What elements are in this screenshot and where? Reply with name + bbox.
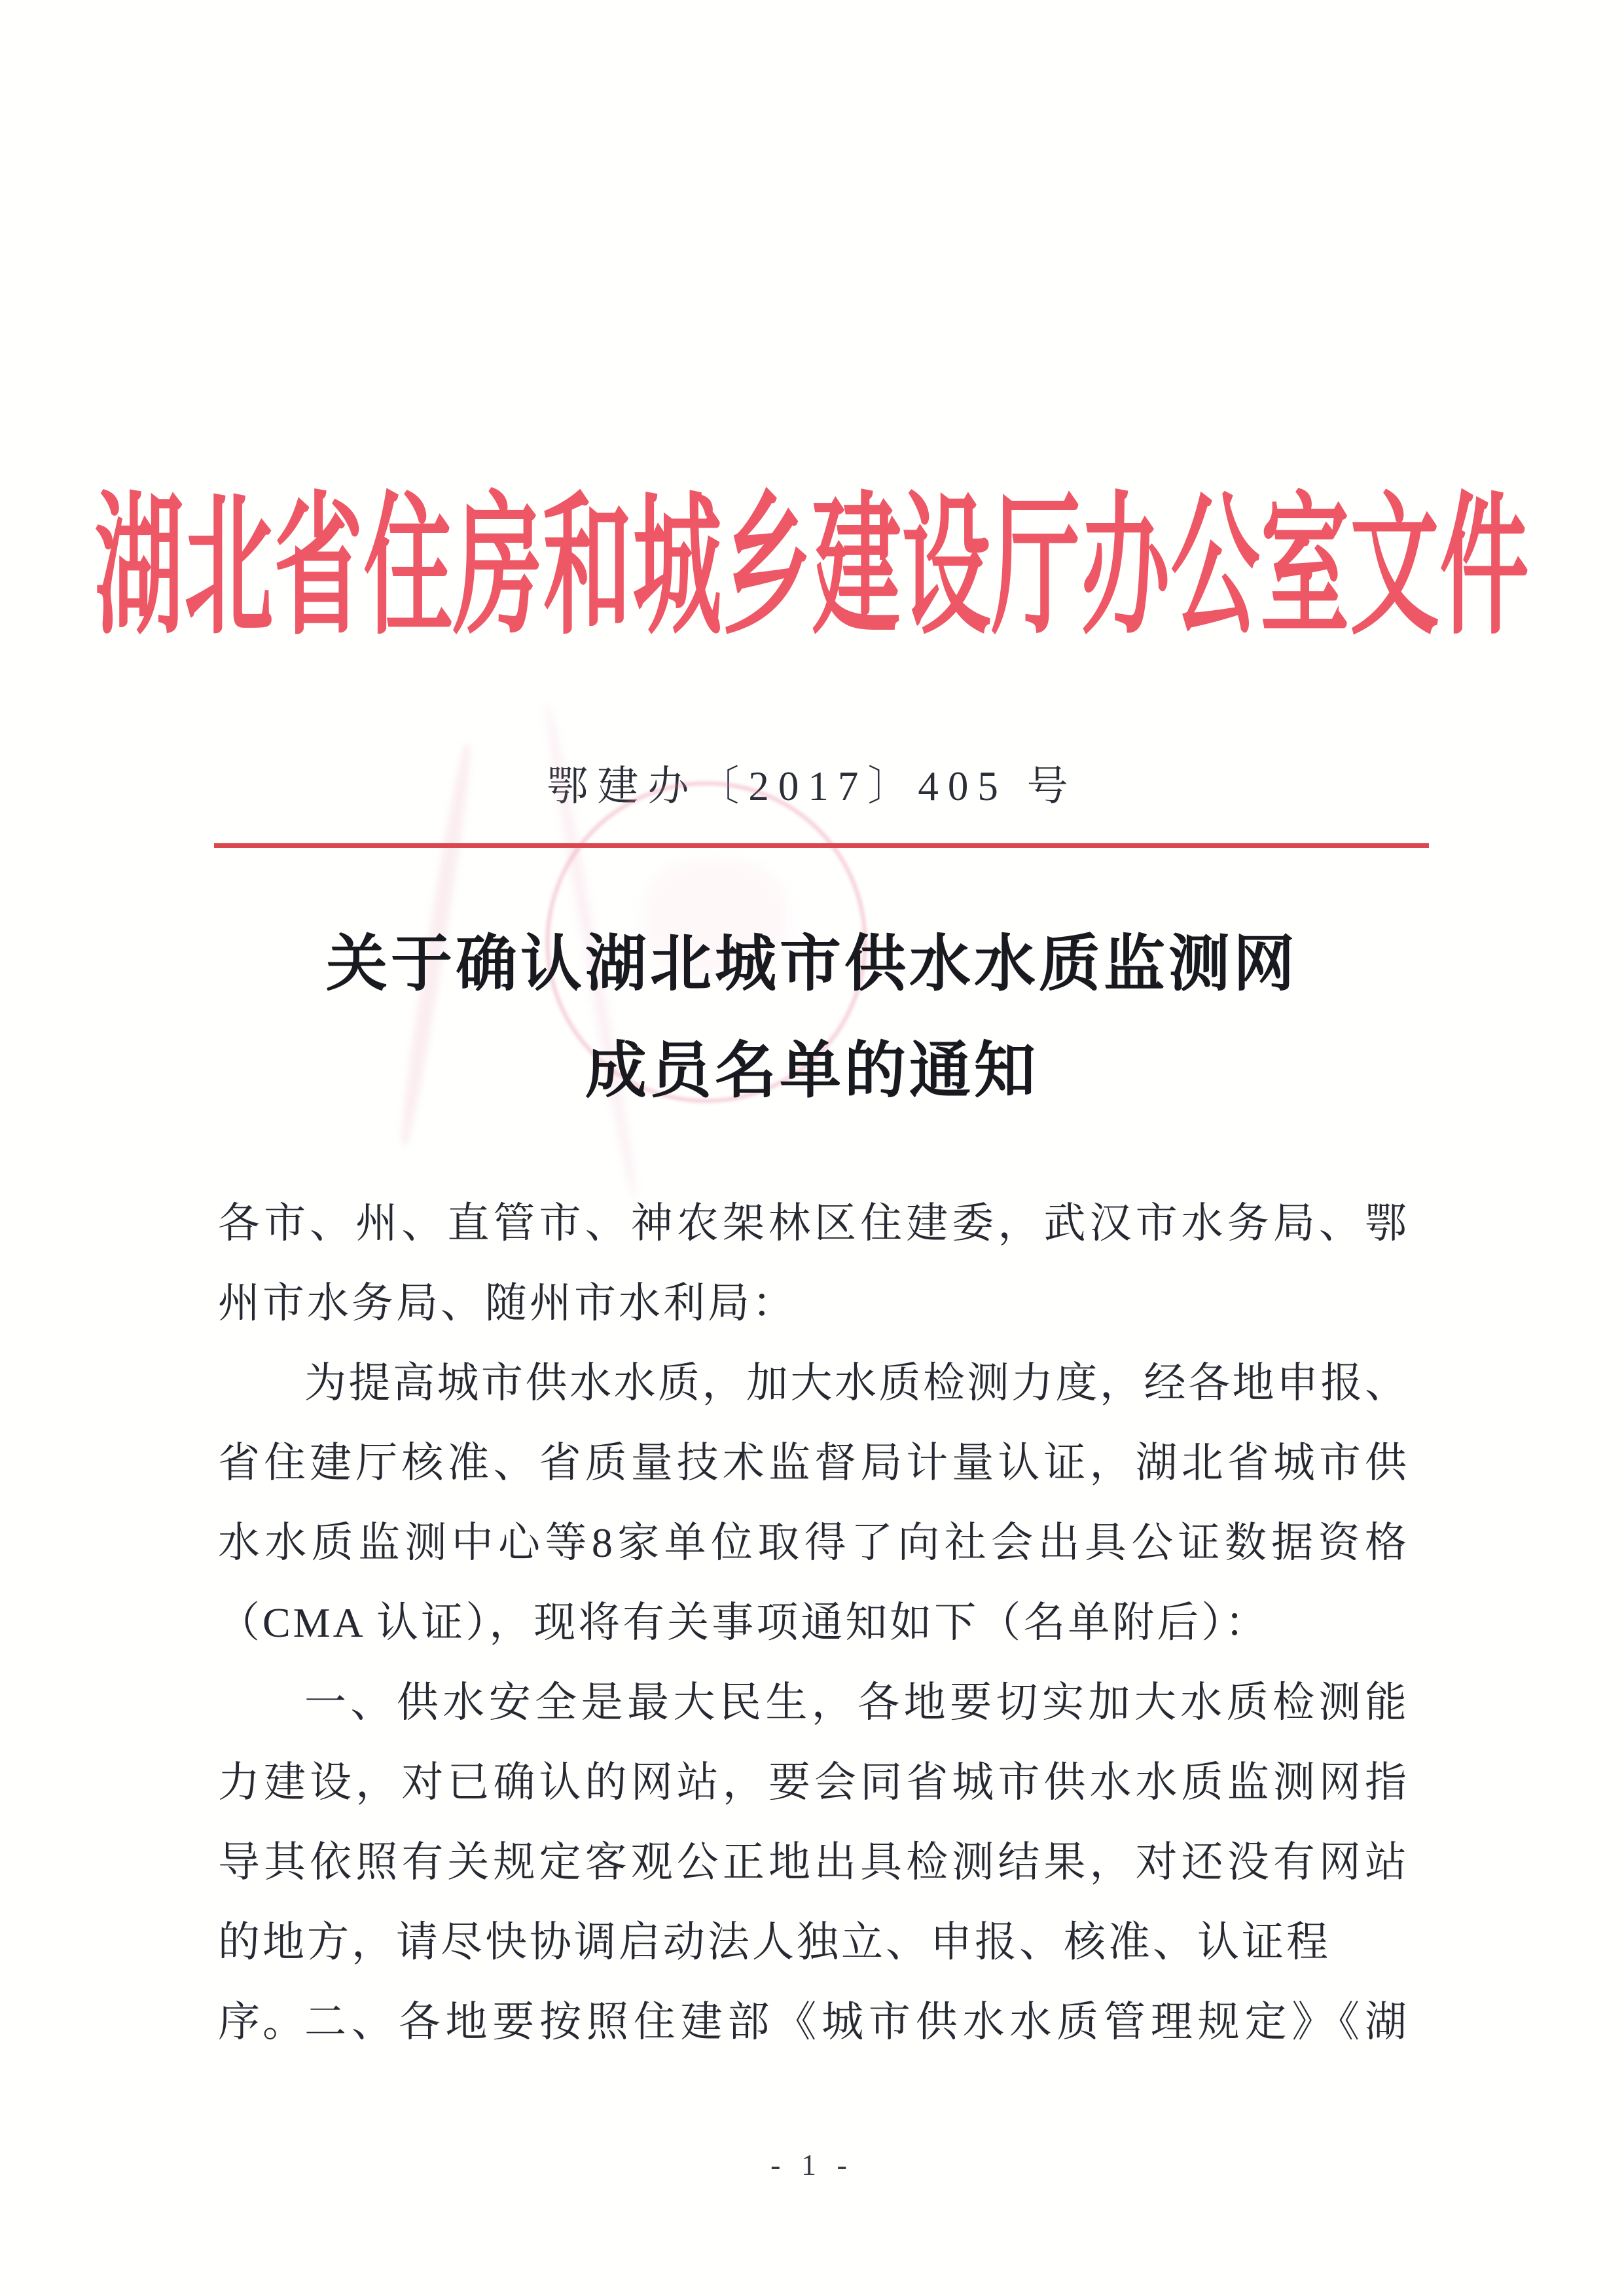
body-line: 二、各地要按照住建部《城市供水水质管理规定》《湖	[304, 1999, 1408, 2045]
red-divider-line	[214, 843, 1429, 848]
body-line: 一、供水安全是最大民生，各地要切实加大水质检测能	[304, 1679, 1408, 1726]
body-line: 州市水务局、随州市水利局：	[218, 1280, 797, 1326]
agency-masthead-text: 湖北省住房和城乡建设厅办公室文件	[94, 484, 1530, 653]
page-number: - 1 -	[770, 2148, 854, 2181]
body-line: 各市、州、直管市、神农架林区住建委，武汉市水务局、鄂	[218, 1200, 1408, 1247]
body-line: （CMA 认证），现将有关事项通知如下（名单附后）：	[218, 1599, 1270, 1646]
body-line: 的地方，请尽快协调启动法人独立、申报、核准、认证程序。	[218, 1919, 1331, 2045]
body-text	[218, 1184, 1408, 2062]
agency-masthead	[0, 443, 1624, 653]
body-line: 水水质监测中心等8家单位取得了向社会出具公证数据资格	[218, 1520, 1408, 1566]
body-line: 为提高城市供水水质，加大水质检测力度，经各地申报、	[304, 1360, 1408, 1406]
document-title-line2: 成员名单的通知	[585, 1037, 1039, 1105]
body-line: 力建设，对已确认的网站，要会同省城市供水水质监测网指	[218, 1759, 1408, 1806]
document-title	[0, 911, 1624, 1125]
body-line: 省住建厅核准、省质量技术监督局计量认证，湖北省城市供	[218, 1440, 1408, 1486]
document-title-line1: 关于确认湖北城市供水水质监测网	[325, 930, 1298, 998]
doc-reference-number: 鄂建办〔2017〕405 号	[547, 763, 1077, 809]
body-line: 导其依照有关规定客观公正地出具检测结果，对还没有网站	[218, 1839, 1408, 1886]
